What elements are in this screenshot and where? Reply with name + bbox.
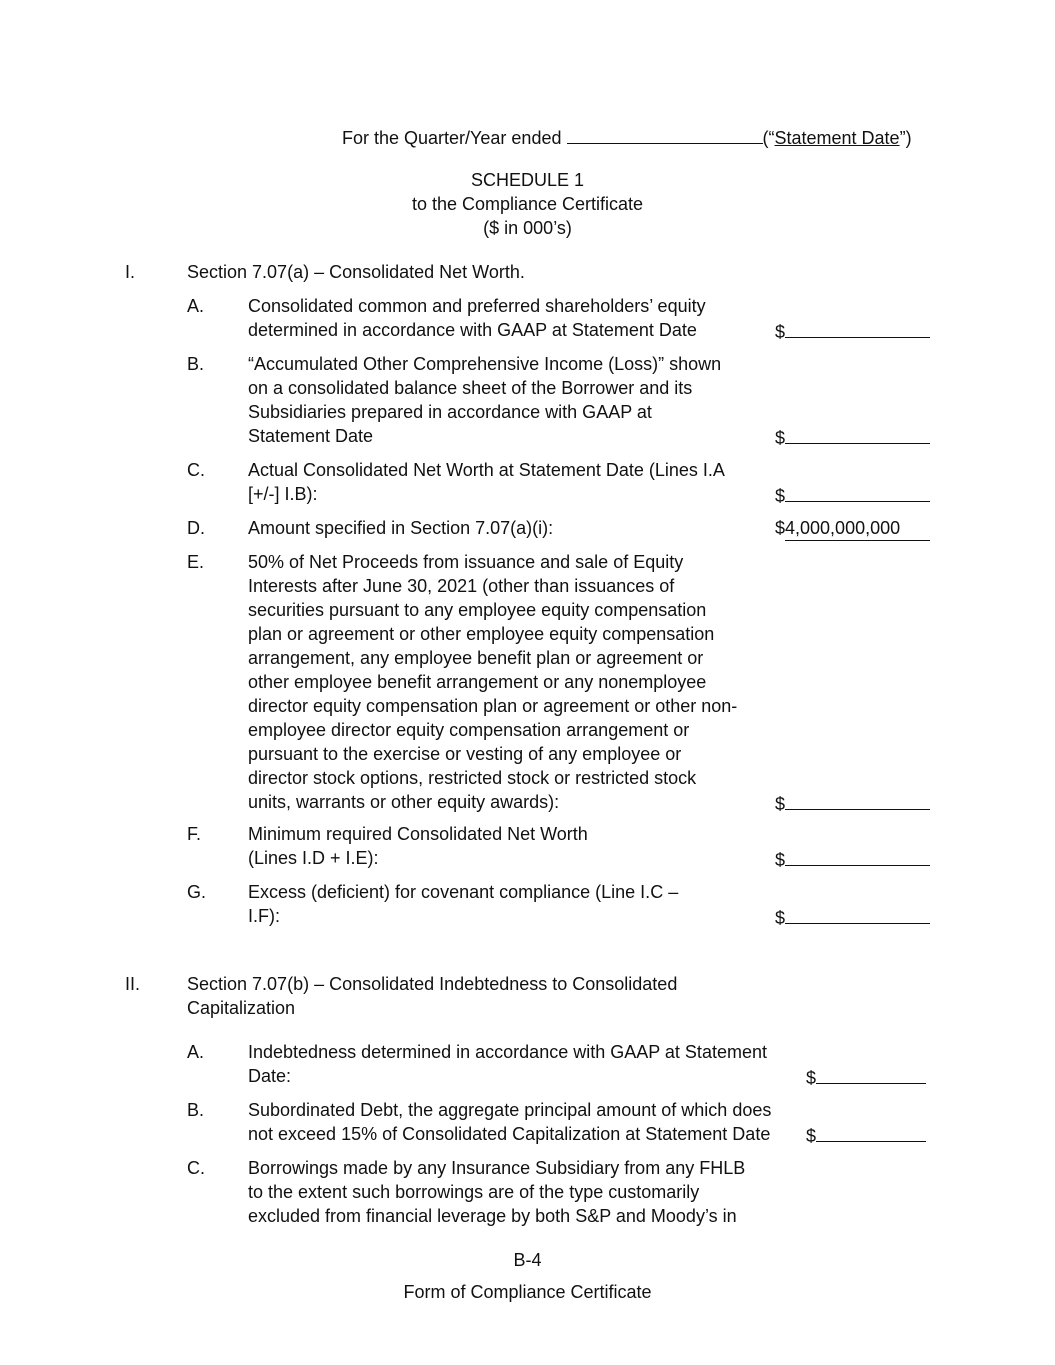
section-1-number: I. xyxy=(125,262,136,282)
quarter-year-blank[interactable] xyxy=(567,124,763,144)
schedule-title: SCHEDULE 1 xyxy=(470,170,585,190)
item-letter: D. xyxy=(187,518,205,538)
page-number: B-4 xyxy=(513,1250,542,1270)
amount-field[interactable]: $ xyxy=(775,424,931,450)
statement-date-line: For the Quarter/Year ended (“Statement Date”) xyxy=(342,124,912,150)
item-description: Amount specified in Section 7.07(a)(i): xyxy=(248,518,554,538)
schedule-subtitle: to the Compliance Certificate xyxy=(411,194,644,214)
item-description: Consolidated common and preferred shareholders’ equity determined in accordance with GAAP at Statement Date xyxy=(248,296,706,340)
item-letter: F. xyxy=(187,824,202,844)
item-description: Excess (deficient) for covenant compliance (Line I.C – I.F): xyxy=(248,882,679,926)
item-description: 50% of Net Proceeds from issuance and sale of Equity Interests after June 30, 2021 (other than issuances of securities pursuant to any employee equity compensation plan or agreement or other employee equity compensation arrangement, any employee benefit plan or agreement or other employee benefit arrangement or any nonemployee director equity compensation plan or agreement or other non- employee director equity compensation arrangement or pursuant to the exercise or vesting of any employee or director stock options, restricted stock or restricted stock units, warrants or other equity awards): xyxy=(248,552,738,812)
amount-value: 4,000,000,000 xyxy=(785,516,930,541)
amount-field[interactable]: $ xyxy=(775,790,931,816)
item-description: Minimum required Consolidated Net Worth (Lines I.D + I.E): xyxy=(248,824,588,868)
item-letter: E. xyxy=(187,552,205,572)
item-description: Borrowings made by any Insurance Subsidiary from any FHLB to the extent such borrowings are of the type customarily excluded from financial leverage by both S&P and Moody’s in xyxy=(248,1158,746,1226)
section-2-number: II. xyxy=(125,974,141,994)
amount-field[interactable]: $ xyxy=(806,1064,931,1090)
item-letter: C. xyxy=(187,1158,205,1178)
amount-field[interactable]: $ xyxy=(775,318,931,344)
statement-date-term: Statement Date xyxy=(774,128,900,148)
item-letter: B. xyxy=(187,1100,205,1120)
amount-field[interactable]: $ xyxy=(775,904,931,930)
item-letter: C. xyxy=(187,460,205,480)
item-description: “Accumulated Other Comprehensive Income (Loss)” shown on a consolidated balance sheet of the Borrower and its Subsidiaries prepared in accordance with GAAP at Statement Date xyxy=(248,354,722,446)
section-1-title: Section 7.07(a) – Consolidated Net Worth. xyxy=(187,262,525,282)
item-letter: A. xyxy=(187,1042,205,1062)
section-2-title: Section 7.07(b) – Consolidated Indebtedness to Consolidated Capitalization xyxy=(187,974,678,1018)
amount-field[interactable]: $4,000,000,000 xyxy=(775,516,931,541)
quarter-year-label: For the Quarter/Year ended xyxy=(342,128,562,148)
form-name: Form of Compliance Certificate xyxy=(403,1282,652,1302)
amount-field[interactable]: $ xyxy=(775,482,931,508)
item-description: Indebtedness determined in accordance with GAAP at Statement Date: xyxy=(248,1042,767,1086)
item-description: Subordinated Debt, the aggregate principal amount of which does not exceed 15% of Consolidated Capitalization at Statement Date xyxy=(248,1100,772,1144)
amount-field[interactable]: $ xyxy=(775,846,931,872)
schedule-units: ($ in 000’s) xyxy=(483,218,572,238)
item-letter: A. xyxy=(187,296,205,316)
amount-field[interactable]: $ xyxy=(806,1122,931,1148)
item-description: Actual Consolidated Net Worth at Statement Date (Lines I.A [+/-] I.B): xyxy=(248,460,725,504)
item-letter: B. xyxy=(187,354,205,374)
item-letter: G. xyxy=(187,882,207,902)
